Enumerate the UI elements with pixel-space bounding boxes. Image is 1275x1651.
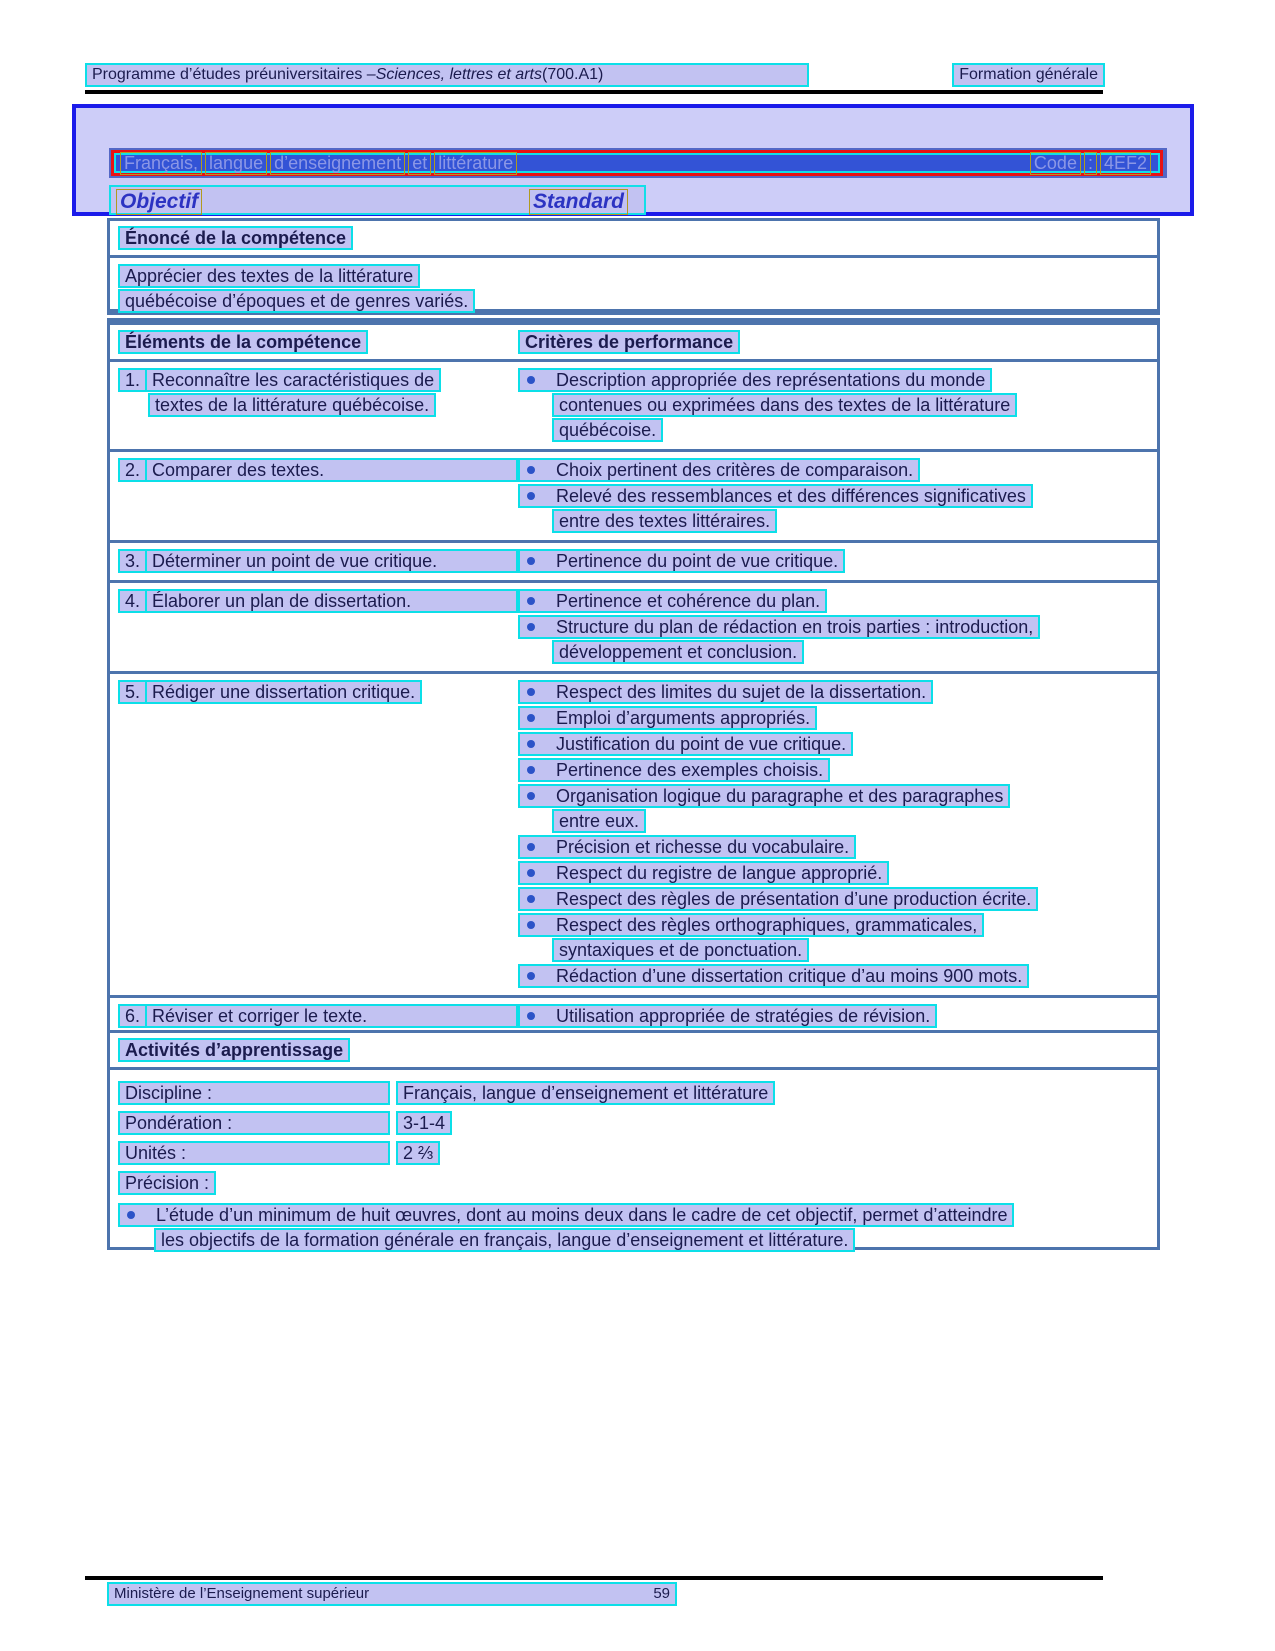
activites-box xyxy=(107,1030,1160,1250)
criterion-line: Choix pertinent des critères de comparaison. xyxy=(556,460,914,480)
title-word: d’enseignement xyxy=(270,152,405,175)
row-number: 2. xyxy=(118,458,147,482)
criterion-line: développement et conclusion. xyxy=(552,640,804,664)
field-label: Discipline : xyxy=(118,1081,390,1105)
header-left xyxy=(85,63,809,87)
code-word: : xyxy=(1084,152,1097,175)
bullet-icon xyxy=(527,376,535,384)
field-label: Unités : xyxy=(118,1141,390,1165)
bullet-icon xyxy=(527,557,535,565)
title-word: littérature xyxy=(434,152,517,175)
standard-label: Standard xyxy=(529,189,628,215)
header-left-program: Sciences, lettres et arts xyxy=(375,66,542,83)
element-line: textes de la littérature québécoise. xyxy=(148,393,436,417)
bullet-icon xyxy=(127,1211,135,1219)
element-line: Comparer des textes. xyxy=(145,458,518,482)
row-number: 1. xyxy=(118,368,147,392)
element-line: Déterminer un point de vue critique. xyxy=(145,549,518,573)
element-line: Reconnaître les caractéristiques de xyxy=(145,368,441,392)
criterion-line: syntaxiques et de ponctuation. xyxy=(552,938,809,962)
criterion-line: Précision et richesse du vocabulaire. xyxy=(556,837,850,857)
criterion-line: entre des textes littéraires. xyxy=(552,509,777,533)
criterion-line: Organisation logique du paragraphe et des paragraphes xyxy=(556,786,1004,806)
precision-label-row xyxy=(118,1171,1149,1195)
bullet-icon xyxy=(527,921,535,929)
criterion xyxy=(518,835,1149,859)
bullet-icon xyxy=(527,740,535,748)
bullet-icon xyxy=(527,843,535,851)
bullet-icon xyxy=(527,895,535,903)
criterion-line: entre eux. xyxy=(552,809,646,833)
criterion-line: Pertinence et cohérence du plan. xyxy=(556,591,821,611)
criterion-line: Relevé des ressemblances et des différences significatives xyxy=(556,486,1026,506)
criterion xyxy=(518,615,1149,664)
element-line: Réviser et corriger le texte. xyxy=(145,1004,518,1028)
table-header-left: Éléments de la compétence xyxy=(118,330,368,354)
title-word: et xyxy=(408,152,431,175)
header-right: Formation générale xyxy=(952,63,1105,87)
criterion xyxy=(518,484,1149,533)
criterion xyxy=(518,368,1149,442)
bullet-icon xyxy=(527,492,535,500)
criterion-line: Respect du registre de langue approprié. xyxy=(556,863,883,883)
criterion xyxy=(518,458,1149,482)
criterion xyxy=(518,589,1149,613)
element-line: Élaborer un plan de dissertation. xyxy=(145,589,518,613)
criterion-line: Pertinence des exemples choisis. xyxy=(556,760,824,780)
row-number: 4. xyxy=(118,589,147,613)
objectif-standard-box xyxy=(72,104,1194,216)
bullet-icon xyxy=(527,792,535,800)
header-left-code: (700.A1) xyxy=(541,66,604,83)
criterion-line: contenues ou exprimées dans des textes de la littérature xyxy=(552,393,1017,417)
page-header xyxy=(85,63,1105,87)
element-line: Rédiger une dissertation critique. xyxy=(145,680,422,704)
table-row xyxy=(110,674,1157,998)
table-row xyxy=(110,362,1157,452)
activites-header: Activités d’apprentissage xyxy=(118,1038,350,1062)
criterion-line: québécoise. xyxy=(552,418,663,442)
criterion-line: Justification du point de vue critique. xyxy=(556,734,847,754)
criterion xyxy=(518,732,1149,756)
criterion xyxy=(518,913,1149,962)
title-word: langue xyxy=(205,152,267,175)
criterion xyxy=(518,706,1149,730)
criterion-line: Respect des règles orthographiques, grammaticales, xyxy=(556,915,978,935)
bullet-icon xyxy=(527,466,535,474)
criterion-line: Pertinence du point de vue critique. xyxy=(556,551,839,571)
header-left-prefix: Programme d’études préuniversitaires – xyxy=(92,66,376,83)
criterion xyxy=(518,784,1149,833)
activites-header-row xyxy=(110,1033,1157,1070)
page-number: 59 xyxy=(653,1585,670,1602)
table-header-row xyxy=(110,325,1157,362)
row-number: 5. xyxy=(118,680,147,704)
bullet-icon xyxy=(527,1012,535,1020)
criterion-line: Respect des limites du sujet de la dissertation. xyxy=(556,682,927,702)
enonce-box xyxy=(107,218,1160,315)
code-word: Code xyxy=(1030,152,1081,175)
enonce-body xyxy=(110,258,1157,319)
criterion xyxy=(518,887,1149,911)
field-value: 2 ⅔ xyxy=(396,1141,440,1165)
footer-rule xyxy=(85,1576,1103,1580)
activites-body xyxy=(110,1070,1157,1258)
title-word: Français, xyxy=(120,152,202,175)
table-row xyxy=(110,543,1157,583)
criterion-line: Emploi d’arguments appropriés. xyxy=(556,708,811,728)
bullet-icon xyxy=(527,869,535,877)
criterion-line: Utilisation appropriée de stratégies de révision. xyxy=(556,1006,931,1026)
criterion-line: Rédaction d’une dissertation critique d’au moins 900 mots. xyxy=(556,966,1023,986)
header-rule xyxy=(85,90,1103,94)
footer-ministry: Ministère de l’Enseignement supérieur xyxy=(114,1585,370,1602)
criterion xyxy=(518,758,1149,782)
row-number: 6. xyxy=(118,1004,147,1028)
criterion xyxy=(518,964,1149,988)
row-number: 3. xyxy=(118,549,147,573)
field-label: Pondération : xyxy=(118,1111,390,1135)
competence-table xyxy=(107,318,1160,1064)
field-discipline xyxy=(118,1081,1149,1105)
criterion xyxy=(518,680,1149,704)
objectif-standard-row xyxy=(109,185,646,215)
criterion-line: Respect des règles de présentation d’une production écrite. xyxy=(556,889,1032,909)
red-annotation-box xyxy=(111,150,1163,176)
bullet-icon xyxy=(527,688,535,696)
field-ponderation xyxy=(118,1111,1149,1135)
course-code xyxy=(1030,152,1154,175)
criterion xyxy=(518,861,1149,885)
precision-line: les objectifs de la formation générale en français, langue d’enseignement et littérature. xyxy=(154,1228,855,1252)
criterion-line: Description appropriée des représentations du monde xyxy=(556,370,986,390)
table-row xyxy=(110,452,1157,543)
enonce-header: Énoncé de la compétence xyxy=(118,226,353,250)
bullet-icon xyxy=(527,597,535,605)
table-header-right: Critères de performance xyxy=(518,330,740,354)
bullet-icon xyxy=(527,623,535,631)
objectif-label: Objectif xyxy=(116,189,202,215)
course-title-bar xyxy=(109,148,1167,178)
field-value: 3-1-4 xyxy=(396,1111,452,1135)
field-unites xyxy=(118,1141,1149,1165)
enonce-line: québécoise d’époques et de genres variés. xyxy=(118,289,475,313)
title-line-box xyxy=(114,153,1160,173)
bullet-icon xyxy=(527,972,535,980)
criterion-line: Structure du plan de rédaction en trois parties : introduction, xyxy=(556,617,1034,637)
bullet-icon xyxy=(527,766,535,774)
page-footer xyxy=(107,1582,677,1606)
bullet-icon xyxy=(527,714,535,722)
precision-line: L’étude d’un minimum de huit œuvres, dont au moins deux dans le cadre de cet objectif, permet d’atteindre xyxy=(156,1205,1008,1225)
criterion xyxy=(518,549,1149,573)
criterion xyxy=(518,1004,1149,1028)
precision-label: Précision : xyxy=(118,1171,216,1195)
enonce-line: Apprécier des textes de la littérature xyxy=(118,264,420,288)
enonce-header-row xyxy=(110,221,1157,258)
code-word: 4EF2 xyxy=(1100,152,1151,175)
field-value: Français, langue d’enseignement et littérature xyxy=(396,1081,775,1105)
table-row xyxy=(110,583,1157,674)
